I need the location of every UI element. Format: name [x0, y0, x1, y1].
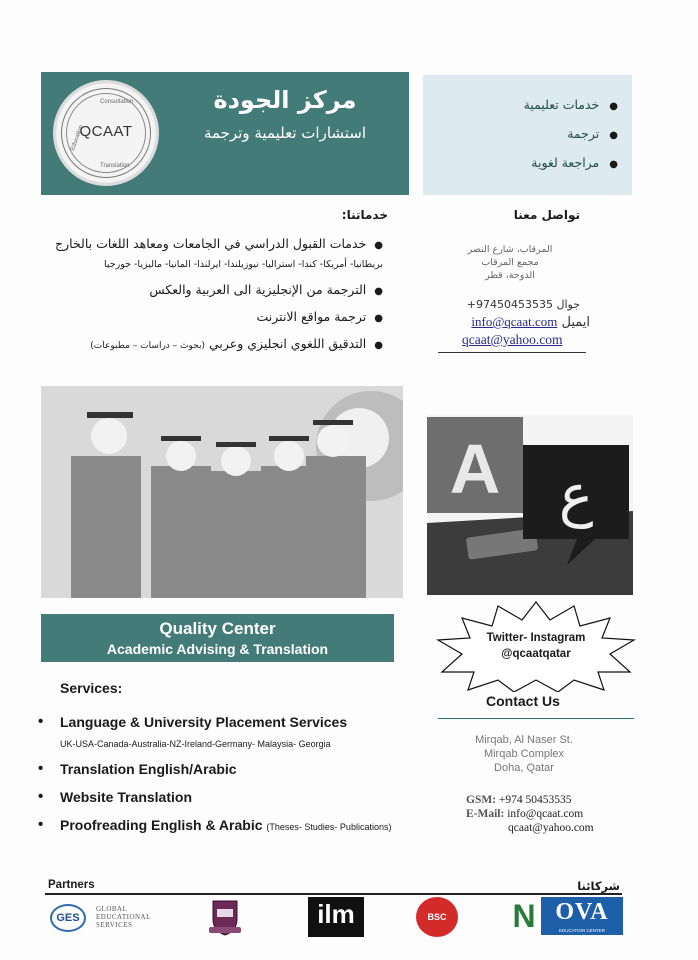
- nova-logo: N OVA EDUCATION CENTER: [507, 897, 623, 935]
- list-item: ●ترجمة مواقع الانترنت: [256, 309, 383, 324]
- svg-text:ع: ع: [558, 461, 594, 529]
- english-header-banner: [41, 614, 394, 662]
- english-title: Quality Center: [159, 619, 276, 638]
- logo-text: QCAAT: [79, 123, 133, 140]
- partners-label: Partners: [48, 879, 95, 891]
- english-subtitle: Academic Advising & Translation: [106, 641, 329, 657]
- logo-arc-top: Consultation: [100, 99, 134, 105]
- email-link[interactable]: qcaat@yahoo.com: [508, 822, 594, 834]
- arabic-contact-title: تواصل معنا: [513, 208, 580, 222]
- divider: [45, 893, 622, 895]
- countries-list: بريطانيا- أمريكا- كندا- استراليا- نيوزيلندا- ايرلندا- المانيا- ماليزيا- جورجيا: [103, 259, 383, 270]
- english-gsm: GSM: +974 50453535: [466, 794, 572, 806]
- arabic-phone: +97450453535 جوال: [466, 298, 580, 311]
- english-services-label: Services:: [60, 680, 123, 696]
- english-contact-title: Contact Us: [486, 693, 560, 709]
- english-email-1: E-Mail: info@qcaat.com: [466, 808, 584, 820]
- list-item: • Language & University Placement Services UK-USA-Canada-Australia-NZ-Ireland-Germany- Malaysia- Georgia: [38, 714, 398, 749]
- english-services-list: [38, 714, 398, 845]
- arabic-subtitle: استشارات تعليمية وترجمة: [203, 124, 367, 142]
- email-link[interactable]: qcaat@yahoo.com: [462, 332, 563, 347]
- arabic-header-banner: [41, 72, 409, 195]
- arabic-title: مركز الجودة: [213, 86, 357, 114]
- list-item: ●الترجمة من الإنجليزية الى العربية والعكس: [149, 282, 383, 297]
- bsc-logo: BSC: [416, 897, 458, 937]
- list-item: • Proofreading English & Arabic (Theses- Studies- Publications): [38, 817, 398, 833]
- list-item: ● ترجمة: [524, 126, 618, 141]
- list-item: ●خدمات القبول الدراسي في الجامعات ومعاهد اللغات بالخارج بريطانيا- أمريكا- كندا- استراليا- نيوزيلندا- ايرلندا- المانيا- ماليزيا- جورجيا: [23, 236, 383, 270]
- social-starburst: [434, 600, 638, 692]
- email-link[interactable]: info@qcaat.com: [471, 314, 558, 329]
- ges-logo: GES GLOBAL EDUCATIONAL SERVICES: [50, 902, 170, 934]
- english-address: Mirqab, Al Naser St. Mirqab Complex Doha, Qatar: [475, 734, 573, 774]
- email-link[interactable]: info@qcaat.com: [507, 808, 584, 820]
- countries-list: UK-USA-Canada-Australia-NZ-Ireland-Germany- Malaysia- Georgia: [60, 739, 331, 749]
- list-item: ●التدقيق اللغوي انجليزي وعربي (بحوث – دراسات – مطبوعات): [90, 336, 383, 351]
- cambridge-academy-logo: [205, 897, 245, 937]
- arabic-services-label: خدماتنا:: [341, 208, 388, 222]
- arabic-services-list: [23, 236, 383, 363]
- logo-arc-bottom: Translation: [100, 163, 130, 169]
- list-item: • Translation English/Arabic: [38, 761, 398, 777]
- graduates-photo: [41, 386, 403, 598]
- ilm-logo: ilm: [308, 897, 364, 937]
- divider: [438, 352, 586, 353]
- social-handle[interactable]: @qcaatqatar: [501, 648, 571, 660]
- list-item: ● مراجعة لغوية: [524, 155, 618, 170]
- arabic-address: المرقاب، شارع النصر مجمع المرقاب الدوحة، قطر: [467, 244, 553, 281]
- divider: [438, 718, 634, 719]
- arabic-email-1: info@qcaat.com ايميل: [471, 314, 590, 330]
- social-handles-label: Twitter- Instagram: [486, 632, 586, 644]
- list-item: • Website Translation: [38, 789, 398, 805]
- logo-arc-left: Education: [69, 124, 85, 152]
- services-summary-box: [423, 75, 632, 195]
- services-summary-list: [524, 97, 618, 184]
- partners-label-arabic: شركائنا: [577, 879, 620, 893]
- qcaat-logo: [53, 80, 159, 186]
- list-item: ● خدمات تعليمية: [524, 97, 618, 112]
- svg-text:A: A: [449, 430, 501, 508]
- speech-bubbles-image: [427, 415, 633, 595]
